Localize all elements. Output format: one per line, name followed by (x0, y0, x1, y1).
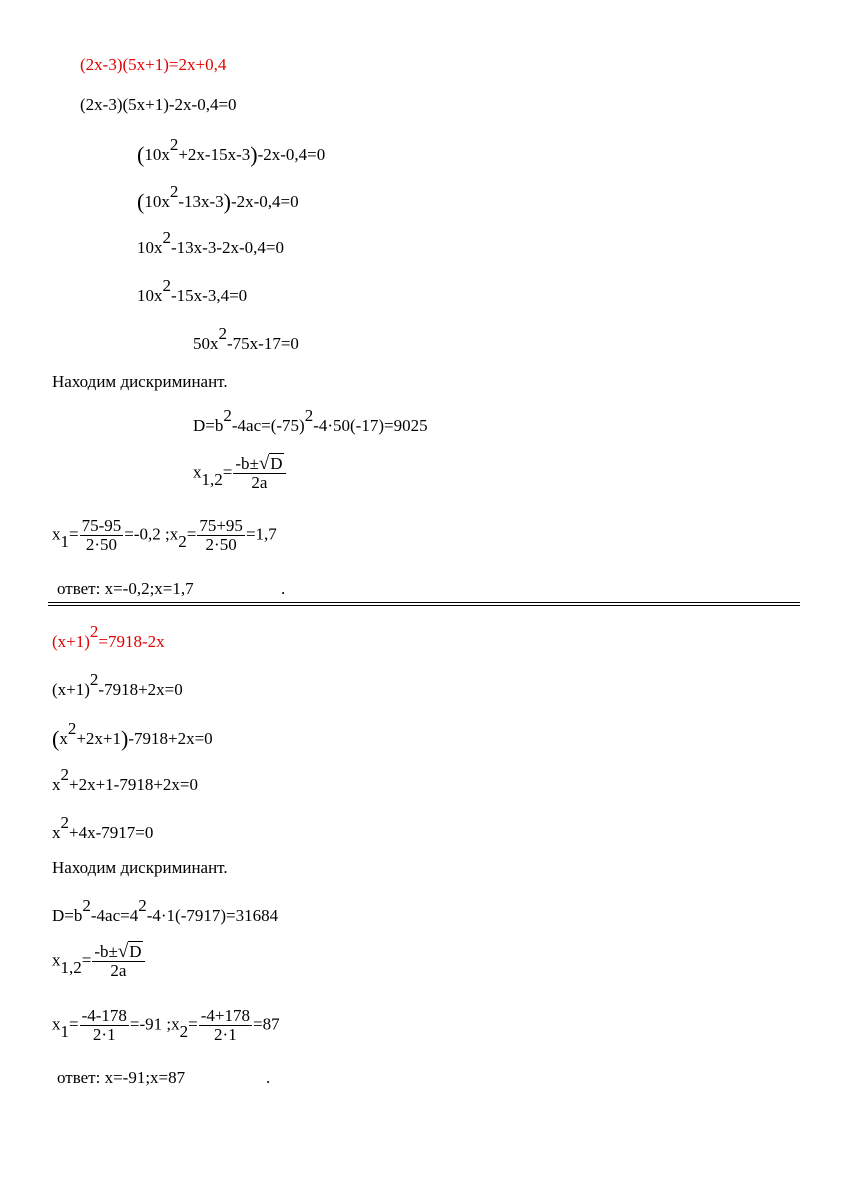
problem2-discriminant (52, 896, 279, 926)
step-text: -7918+2x=0 (98, 680, 183, 699)
section-divider (48, 602, 800, 606)
exponent: 2 (223, 406, 232, 425)
exponent: 2 (67, 719, 77, 738)
numerator-text: -4+178 (200, 1006, 250, 1025)
step-text: -15x-3,4=0 (171, 286, 248, 305)
step-text: -4ac=4 (90, 906, 139, 925)
answer-text: ответ: x=-91;x=87 (57, 1068, 186, 1087)
sqrt: √D (258, 453, 283, 474)
variable: x (169, 524, 179, 544)
step-text: 50x (193, 334, 219, 353)
fraction (233, 455, 285, 492)
exponent: 2 (218, 324, 227, 343)
denominator-text: 2·1 (92, 1025, 116, 1044)
step-text: -13x-3-2x-0,4=0 (171, 238, 284, 257)
exponent: 2 (138, 896, 147, 915)
problem1-answer-dot (281, 579, 285, 599)
step-text: 10x (137, 238, 163, 257)
denominator-text: 2a (110, 961, 127, 980)
step-text: D=b (193, 416, 224, 435)
problem2-find-discriminant (52, 858, 228, 878)
problem1-step3 (137, 182, 299, 214)
radicand: D (129, 942, 142, 961)
exponent: 2 (89, 622, 99, 641)
problem1-step4 (137, 228, 284, 258)
close-paren: ) (223, 189, 231, 214)
answer-dot: . (281, 579, 286, 598)
problem1-answer (57, 579, 194, 599)
given-equation-text: (2x-3)(5x+1)=2x+0,4 (80, 55, 227, 74)
problem2-step3 (52, 765, 199, 795)
step-text: -13x-3 (178, 192, 224, 211)
subscript: 2 (179, 1022, 189, 1042)
subscript: 1 (60, 1022, 69, 1042)
fraction (92, 943, 144, 980)
open-paren: ( (52, 726, 60, 751)
answer-text: ответ: x=-0,2;x=1,7 (57, 579, 194, 598)
step-text: -4·50(-17)=9025 (313, 416, 428, 435)
variable: x (52, 1014, 61, 1034)
open-paren: ( (137, 142, 145, 167)
sqrt: √D (117, 941, 142, 962)
variable: x (193, 462, 202, 482)
exponent: 2 (162, 228, 171, 247)
step-text: x (52, 823, 61, 842)
denominator-text: 2·50 (85, 535, 118, 554)
step-text: 10x (144, 145, 170, 164)
step-text: x (59, 729, 68, 748)
problem1-given (80, 55, 226, 75)
radicand: D (270, 454, 283, 473)
result-text: =87 (253, 1014, 280, 1034)
numerator-text: -4-178 (81, 1006, 127, 1025)
given-equation-text: (x+1) (52, 632, 90, 651)
open-paren: ( (137, 189, 145, 214)
answer-dot: . (266, 1068, 271, 1087)
denominator-text: 2a (251, 473, 268, 492)
step-text: -7918+2x=0 (128, 729, 213, 748)
step-text: +4x-7917=0 (69, 823, 154, 842)
step-text: -2x-0,4=0 (230, 192, 299, 211)
numerator-text: 75+95 (199, 516, 243, 535)
heading-text: Находим дискриминант. (52, 372, 228, 391)
close-paren: ) (121, 726, 129, 751)
exponent: 2 (89, 670, 99, 689)
step-text: x (52, 775, 61, 794)
exponent: 2 (60, 765, 69, 784)
problem1-step1 (80, 95, 237, 115)
problem2-answer (57, 1068, 185, 1088)
numerator-text: 75-95 (81, 516, 122, 535)
problem1-discriminant (193, 406, 428, 436)
numerator-text: -b± (235, 454, 259, 473)
step-text: -4ac=(-75) (231, 416, 305, 435)
variable: x (52, 950, 61, 970)
problem1-find-discriminant (52, 372, 228, 392)
step-text: +2x+1-7918+2x=0 (69, 775, 199, 794)
exponent: 2 (82, 896, 91, 915)
problem2-root-formula: x1,2= $\frac{-b\pm√D}{2a}$ (52, 943, 146, 980)
result-text: =-0,2 ; (124, 524, 170, 544)
denominator-text: 2·50 (205, 535, 237, 554)
exponent: 2 (169, 135, 179, 154)
step-text: 10x (137, 286, 163, 305)
denominator-text: 2·1 (214, 1025, 237, 1044)
problem1-step6 (193, 324, 299, 354)
close-paren: ) (250, 142, 258, 167)
problem1-step2 (137, 135, 326, 167)
step-text: -75x-17=0 (227, 334, 299, 353)
fraction (80, 1007, 129, 1044)
variable: x (171, 1014, 180, 1034)
exponent: 2 (169, 182, 179, 201)
subscript: 2 (178, 532, 187, 552)
exponent: 2 (162, 276, 171, 295)
numerator-text: -b± (94, 942, 118, 961)
exponent: 2 (304, 406, 314, 425)
problem1-root-formula: x1,2= $\frac{-b\pm√D}{2a}$ (193, 455, 287, 492)
problem2-roots: x1= $\frac{-4-178}{2\cdot 1}$ =-91 ;x2= $\frac{-4+178}{2\cdot 1}$ =87 (52, 1006, 280, 1044)
given-equation-text: =7918-2x (98, 632, 165, 651)
problem2-step1 (52, 670, 183, 700)
variable: x (52, 524, 61, 544)
problem1-roots: x1= $\frac{75-95}{2\cdot 50}$ =-0,2 ;x2= $\frac{75+95}{2\cdot 50}$ =1,7 (52, 516, 277, 554)
step-text: 10x (144, 192, 170, 211)
problem2-step2 (52, 719, 213, 751)
step-text: +2x-15x-3 (178, 145, 251, 164)
heading-text: Находим дискриминант. (52, 858, 228, 877)
fraction (199, 1007, 252, 1044)
step-text: D=b (52, 906, 83, 925)
subscript: 1,2 (201, 470, 223, 490)
step-text: +2x+1 (76, 729, 122, 748)
subscript: 1 (60, 532, 69, 552)
step-text: (x+1) (52, 680, 90, 699)
problem2-answer-dot (266, 1068, 270, 1088)
result-text: =1,7 (245, 524, 277, 544)
problem2-step4 (52, 813, 154, 843)
step-text: -4·1(-7917)=31684 (146, 906, 279, 925)
step-text: -2x-0,4=0 (257, 145, 326, 164)
problem2-given (52, 622, 165, 652)
subscript: 1,2 (60, 958, 82, 978)
fraction (80, 517, 124, 554)
exponent: 2 (60, 813, 69, 832)
fraction (197, 517, 245, 554)
problem1-step5 (137, 276, 248, 306)
result-text: =-91 ; (129, 1014, 172, 1034)
step-text: (2x-3)(5x+1)-2x-0,4=0 (80, 95, 237, 114)
